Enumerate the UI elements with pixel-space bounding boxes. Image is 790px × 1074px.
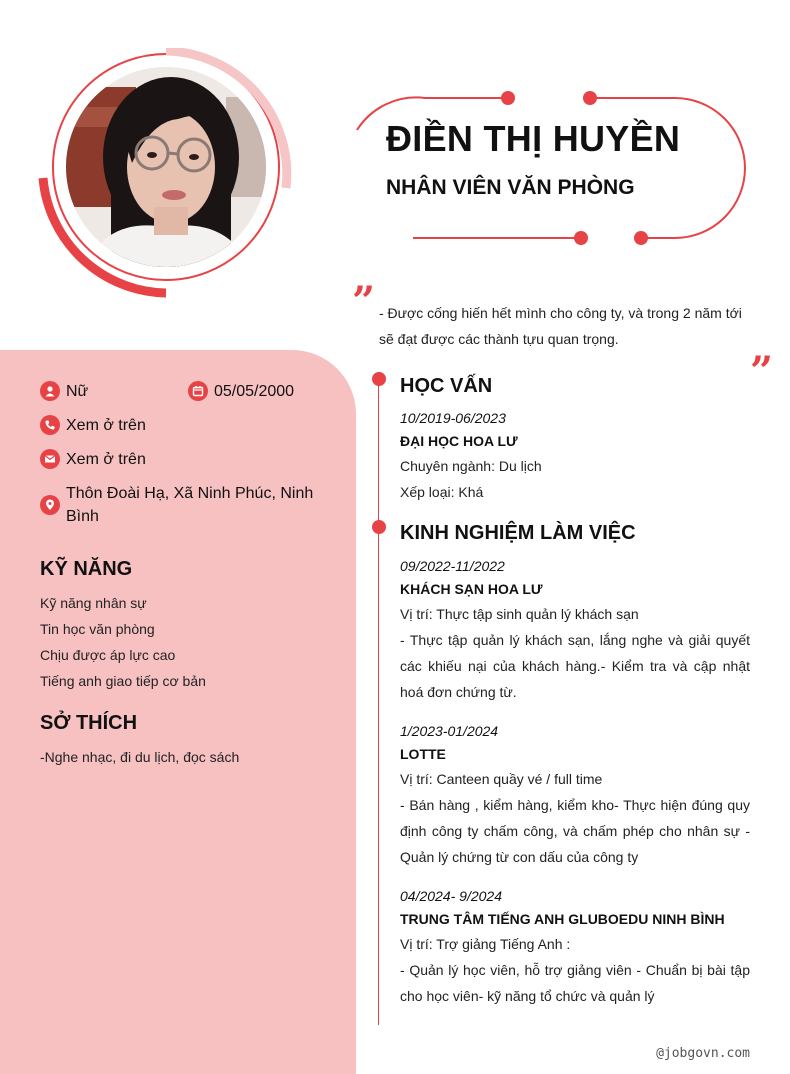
timeline-dot [372,520,386,534]
experience-company: KHÁCH SẠN HOA LƯ [400,581,543,597]
timeline-line [378,380,379,1025]
experience-company: LOTTE [400,746,446,762]
email-value: Xem ở trên [66,451,146,468]
experience-date: 09/2022-11/2022 [400,558,505,574]
education-school: ĐẠI HỌC HOA LƯ [400,433,518,449]
skills-list [40,590,206,694]
education-major: Chuyên ngành: Du lịch [400,458,542,474]
gender-row [40,380,88,403]
quote-open-icon: ” [352,278,376,325]
experience-description: - Quản lý học viên, hỗ trợ giảng viên - Chuẩn bị bài tập cho học viên- kỹ năng tổ chức và quản lý [400,962,750,1004]
skills-title: KỸ NĂNG [40,558,133,580]
quote-close-icon: ” [750,348,774,395]
job-title: NHÂN VIÊN VĂN PHÒNG [386,176,635,199]
hobbies-text: -Nghe nhạc, đi du lịch, đọc sách [40,749,240,765]
hobbies-title: SỞ THÍCH [40,712,138,734]
phone-value: Xem ở trên [66,417,146,434]
avatar-frame [38,48,292,302]
mail-icon [40,449,60,469]
experience-company: TRUNG TÂM TIẾNG ANH GLUBOEDU NINH BÌNH [400,911,725,927]
career-objective: - Được cống hiến hết mình cho công ty, và trong 2 năm tới sẽ đạt được các thành tựu quan trọng. [379,305,742,347]
education-grade: Xếp loại: Khá [400,484,484,500]
list-item: Kỹ năng nhân sự [40,595,147,611]
name-frame [355,88,755,253]
experience-position: Vị trí: Trợ giảng Tiếng Anh : [400,936,571,952]
birthdate-row [188,380,294,403]
experience-date: 1/2023-01/2024 [400,723,499,739]
list-item: Tiếng anh giao tiếp cơ bản [40,673,206,689]
gender-value: Nữ [66,383,89,400]
education-date: 10/2019-06/2023 [400,410,506,426]
experience-description: - Bán hàng , kiểm hàng, kiểm kho- Thực hiện đúng quy định công ty chấm công, và chấm phép cho nhân sự - Quản lý chứng từ con dấu của công ty [400,797,750,865]
location-icon [40,495,60,515]
experience-position: Vị trí: Thực tập sinh quản lý khách sạn [400,606,639,622]
phone-icon [40,415,60,435]
calendar-icon [188,381,208,401]
list-item: Tin học văn phòng [40,621,155,637]
profile-photo [66,67,266,267]
education-title: HỌC VẤN [400,375,493,397]
address-row [40,482,330,528]
experience-description: - Thực tập quản lý khách sạn, lắng nghe và giải quyết các khiếu nại của khách hàng.- Kiểm tra và cập nhật hoá đơn chứng từ. [400,632,750,700]
full-name: ĐIỀN THỊ HUYỀN [386,118,681,159]
experience-title: KINH NGHIỆM LÀM VIỆC [400,522,636,544]
experience-date: 04/2024- 9/2024 [400,888,502,904]
list-item: Chịu được áp lực cao [40,647,176,663]
birthdate-value: 05/05/2000 [214,383,295,400]
email-row [40,448,146,471]
footer-watermark: @jobgovn.com [656,1046,750,1061]
phone-row [40,414,146,437]
experience-position: Vị trí: Canteen quầy vé / full time [400,771,603,787]
person-icon [40,381,60,401]
address-value: Thôn Đoài Hạ, Xã Ninh Phúc, Ninh Bình [66,485,314,525]
timeline-dot [372,372,386,386]
